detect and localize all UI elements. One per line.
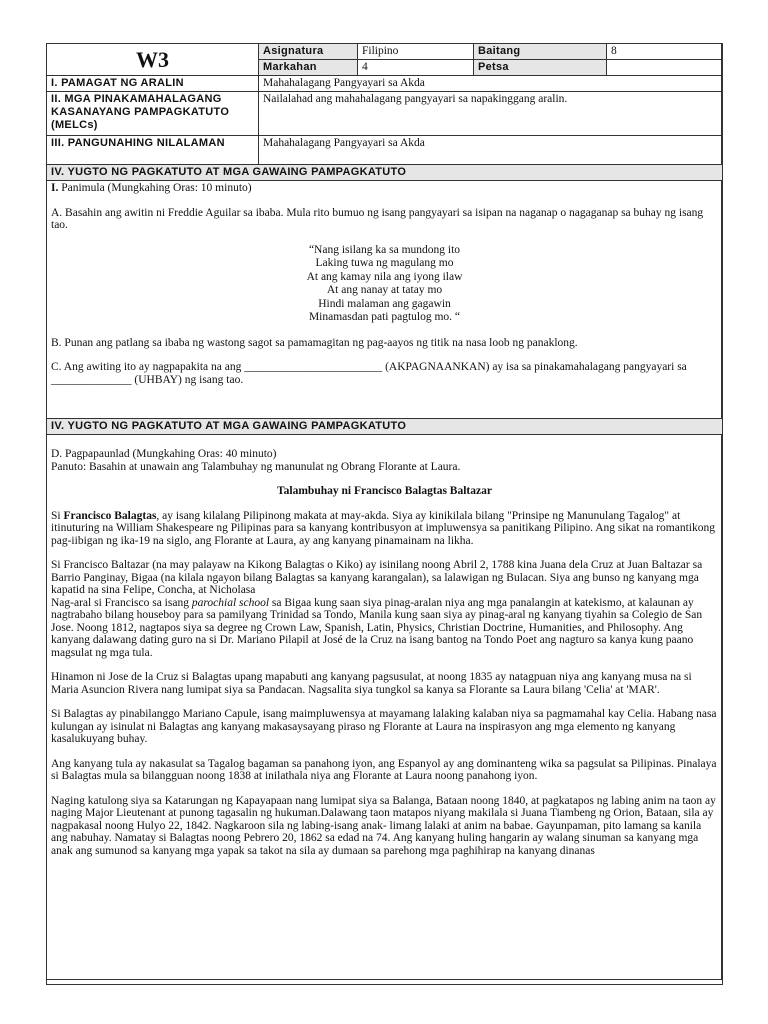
lyric-line: Laking tuwa ng magulang mo bbox=[315, 257, 454, 269]
baitang-label: Baitang bbox=[474, 44, 607, 60]
bio-paragraph-3 bbox=[51, 597, 718, 660]
worksheet-table bbox=[46, 43, 723, 985]
baitang-value: 8 bbox=[607, 44, 723, 60]
bio-p3-start: Nag-aral si Francisco sa isang bbox=[51, 596, 192, 609]
bio-p1-prefix: Si bbox=[51, 509, 64, 522]
bio-p1-rest: , ay isang kilalang Pilipinong makata at may-akda. Siya ay kinikilala bilang "Prinsipe ng Manunulang Tagalog" at itinuturing na William Shakespeare ng Pilipinas para sa kanyang kontribusyon at impluwensya sa panitikang Pilipino. Ang sikat na romantikong pag-iibigan ng ika-19 na siglo, ang Florante at Laura, ay ang kanyang pinamainam na likha. bbox=[51, 509, 715, 547]
panimula-text: Panimula (Mungkahing Oras: 10 minuto) bbox=[58, 182, 252, 194]
pamagat-label: I. PAMAGAT NG ARALIN bbox=[47, 76, 259, 92]
panuto-line: Panuto: Basahin at unawain ang Talambuhay ng manunulat ng Obrang Florante at Laura. bbox=[51, 460, 461, 473]
petsa-value bbox=[607, 60, 723, 76]
section-heading-2: IV. YUGTO NG PAGKATUTO AT MGA GAWAING PAMPAGKATUTO bbox=[47, 419, 723, 435]
bio-p3-italic: parochial school bbox=[191, 596, 270, 609]
section-panimula bbox=[47, 181, 723, 419]
bio-paragraph-7: Naging katulong siya sa Katarungan ng Kapayapaan nang lumipat siya sa Balanga, Bataan noong 1840, at pagkatapos ng labing anim na taon ay naging Major Lieutenant at punong tagasalin ng hukuman.Dalawang taon matapos niyang makilala si Juana Tiambeng ng Orion, Bataan, sila ay nagpakasal noong Hulyo 22, 1842. Nagkaroon sila ng labing-isang anak- limang lalaki at anim na babae. Gayunpaman, pito lamang sa kanila ang nabuhay. Namatay si Balagtas noong Pebrero 20, 1862 sa edad na 74. Ang kanyang huling hangarin ay walang sinuman sa kanyang mga anak ang sumunod sa kanyang mga yapak sa takot na sila ay dumaan sa parehong mga paghihirap na kanyang dinanas bbox=[51, 794, 716, 857]
instruction-c: C. Ang awiting ito ay nagpapakita na ang ________________________ (AKPAGNAANKAN) ay isa sa pinakamahalagang pangyayari sa ______________ (UHBAY) ng isang tao. bbox=[51, 361, 687, 386]
bio-paragraph-4: Hinamon ni Jose de la Cruz si Balagtas upang mapabuti ang kanyang pagsusulat, at noong 1835 ay natagpuan niya ang kanyang musa na si Maria Asuncion Rivera nang lumipat siya sa Pandacan. Nagsalita siya tungkol sa kanya sa Florante sa Laura bilang 'Celia' at 'MAR'. bbox=[51, 671, 692, 696]
bio-paragraph-2: Si Francisco Baltazar (na may palayaw na Kikong Balagtas o Kiko) ay isinilang noong Abril 2, 1788 kina Juana dela Cruz at Juan Baltazar sa Barrio Panginay, Bigaa (na kilala ngayon bilang Balagtas sa kanyang karangalan), sa lalawigan ng Bulacan. Siya ang bunso ng kanyang mga kapatid na sina Felipe, Concha, at Nicholasa bbox=[51, 559, 703, 596]
bio-paragraph-6: Ang kanyang tula ay nakasulat sa Tagalog bagaman sa panahong iyon, ang Espanyol ay ang dominanteng wika sa pagsulat sa Pilipinas. Pinalaya si Balagtas mula sa bilangguan noong 1838 at inilathala niya ang Florante at Laura noong panahong iyon. bbox=[51, 757, 717, 782]
melcs-value: Nailalahad ang mahahalagang pangyayari sa napakinggang aralin. bbox=[259, 92, 723, 136]
panimula-line bbox=[51, 182, 718, 195]
bio-paragraph-5: Si Balagtas ay pinabilanggo Mariano Capule, isang maimpluwensya at mayamang lalaking kalaban niya sa pagmamahal kay Celia. Habang nasa kulungan ay isinulat ni Balagtas ang kanyang makasaysayang piraso ng Florante at Laura na inspirasyon ang mga elemento ng kanyang kasalukuyang buhay. bbox=[51, 708, 717, 745]
markahan-label: Markahan bbox=[259, 60, 358, 76]
song-lyrics bbox=[51, 244, 718, 325]
petsa-label: Petsa bbox=[474, 60, 607, 76]
bio-p3-end: sa Bigaa kung saan siya pinag-aralan niya ang mga panalangin at katekismo, at kalaunan ay nagtrabaho bilang houseboy para sa pamilyang Trinidad sa Tondo, Manila kung saan siya ay pinag-aral ng kanyang tiyahin sa Colegio de San Jose. Noong 1812, nagtapos siya sa degree ng Crown Law, Spanish, Latin, Physics, Christian Doctrine, Humanities, and Philosophy. Ang kanyang dalawang dating guro na si Dr. Mariano Pilapil at José de la Cruz na isang bantog na Tondo Poet ang nagturo sa kanya kung paano magsulat ng mga tula. bbox=[51, 596, 703, 659]
pamagat-value: Mahahalagang Pangyayari sa Akda bbox=[259, 76, 723, 92]
panimula-number: I. bbox=[51, 182, 59, 194]
bio-p1-name: Francisco Balagtas bbox=[63, 509, 157, 522]
instruction-a: A. Basahin ang awitin ni Freddie Aguilar sa ibaba. Mula rito bumuo ng isang pangyayari sa isipan na naganap o nagaganap sa buhay ng isang tao. bbox=[51, 206, 704, 231]
asignatura-label: Asignatura bbox=[259, 44, 358, 60]
nilalaman-value: Mahahalagang Pangyayari sa Akda bbox=[259, 136, 723, 165]
nilalaman-label: III. PANGUNAHING NILALAMAN bbox=[47, 136, 259, 165]
bio-paragraph-1 bbox=[51, 510, 718, 548]
instruction-b: B. Punan ang patlang sa ibaba ng wastong sagot sa pamamagitan ng pag-aayos ng titik na nasa loob ng panaklong. bbox=[51, 336, 578, 349]
section-pagpapaunlad bbox=[47, 435, 723, 985]
melcs-label: II. MGA PINAKAMAHALAGANG KASANAYANG PAMPAGKATUTO (MELCs) bbox=[47, 92, 259, 136]
asignatura-value: Filipino bbox=[358, 44, 474, 60]
lyric-line: Hindi malaman ang gagawin bbox=[318, 297, 451, 310]
lyric-line: At ang kamay nila ang iyong ilaw bbox=[306, 270, 463, 283]
lyric-line: Minamasdan pati pagtulog mo. “ bbox=[308, 311, 461, 323]
week-code: W3 bbox=[47, 44, 259, 76]
lyric-line: At ang nanay at tatay mo bbox=[326, 284, 443, 296]
markahan-value: 4 bbox=[358, 60, 474, 76]
section-heading-1: IV. YUGTO NG PAGKATUTO AT MGA GAWAING PAMPAGKATUTO bbox=[47, 165, 723, 181]
bio-title: Talambuhay ni Francisco Balagtas Baltazar bbox=[277, 485, 492, 497]
lyric-line: “Nang isilang ka sa mundong ito bbox=[308, 243, 461, 256]
pagpapaunlad-line: D. Pagpapaunlad (Mungkahing Oras: 40 minuto) bbox=[51, 448, 277, 460]
